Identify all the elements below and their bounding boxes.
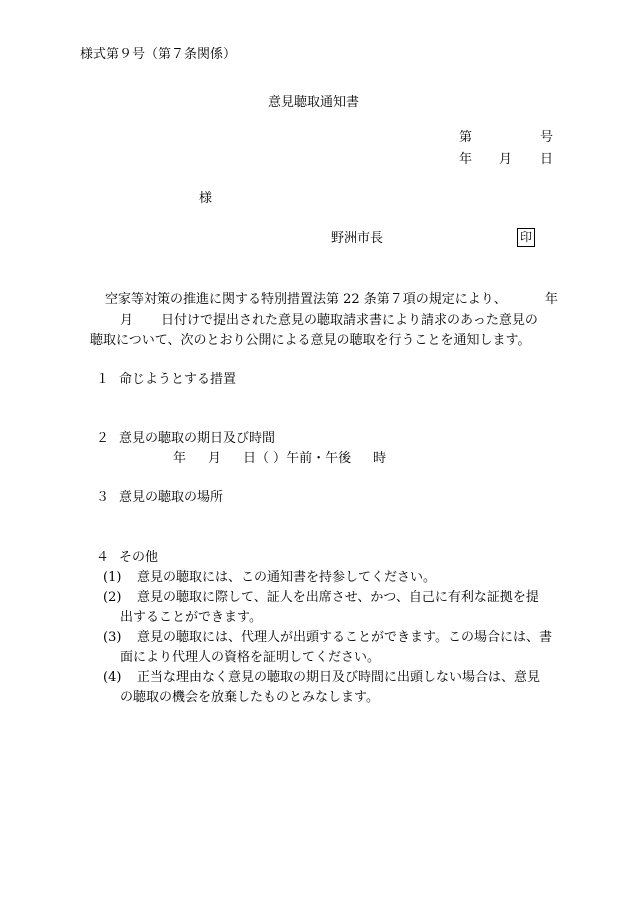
reference-gou: 号 xyxy=(540,130,554,145)
datetime-ampm: 午前・午後 xyxy=(286,451,352,466)
section-number: ２ xyxy=(96,431,110,446)
item-number: (3) xyxy=(103,630,122,645)
section-label-other: その他 xyxy=(119,550,159,565)
item-text-continued: 面により代理人の資格を証明してください。 xyxy=(120,650,381,665)
date-year: 年 xyxy=(459,152,473,167)
item-number: (2) xyxy=(103,590,122,605)
item-text: 意見の聴取には、代理人が出頭することができます。この場合には、書 xyxy=(137,630,552,645)
document-title: 意見聴取通知書 xyxy=(268,95,360,110)
body-text: 空家等対策の推進に関する特別措置法第 22 条第７項の規定により、 xyxy=(105,292,507,307)
item-number: (1) xyxy=(103,570,122,585)
datetime-paren: ） xyxy=(273,451,287,466)
section-number: ３ xyxy=(96,490,110,505)
hearing-datetime xyxy=(173,452,386,465)
body-month: 月 xyxy=(120,312,134,328)
reference-dai: 第 xyxy=(459,130,473,145)
item-text: 意見の聴取には、この通知書を持参してください。 xyxy=(137,570,437,585)
date-month: 月 xyxy=(499,152,513,167)
body-line xyxy=(90,290,558,311)
item-number: (4) xyxy=(103,670,122,685)
body-paragraph xyxy=(90,290,558,352)
body-year: 年 xyxy=(544,292,558,307)
seal-mark: 印 xyxy=(517,228,535,247)
body-text: 日付けで提出された意見の聴取請求書により請求のあった意見の xyxy=(161,312,538,328)
addressee-honorific: 様 xyxy=(199,191,213,206)
body-line xyxy=(90,311,550,332)
section-label-datetime: 意見の聴取の期日及び時間 xyxy=(119,431,276,446)
datetime-year: 年 xyxy=(173,451,187,466)
section-number: ４ xyxy=(96,550,110,565)
section-number: １ xyxy=(96,372,110,387)
datetime-month: 月 xyxy=(208,451,222,466)
body-line: 聴取について、次のとおり公開による意見の聴取を行うことを通知します。 xyxy=(90,333,531,348)
section-label-place: 意見の聴取の場所 xyxy=(119,490,224,505)
sender-name: 野洲市長 xyxy=(331,231,384,246)
item-text: 正当な理由なく意見の聴取の期日及び時間に出頭しない場合は、意見 xyxy=(137,670,541,685)
item-text-continued: 出することができます。 xyxy=(120,610,262,625)
form-number: 様式第９号（第７条関係） xyxy=(80,47,237,62)
datetime-hour: 時 xyxy=(373,451,387,466)
section-label-measure: 命じようとする措置 xyxy=(119,372,237,387)
item-text-continued: の聴取の機会を放棄したものとみなします。 xyxy=(120,690,379,705)
date-day: 日 xyxy=(540,152,554,167)
item-text: 意見の聴取に際して、証人を出席させ、かつ、自己に有利な証拠を提 xyxy=(137,590,539,605)
datetime-day: 日（ xyxy=(243,451,270,466)
